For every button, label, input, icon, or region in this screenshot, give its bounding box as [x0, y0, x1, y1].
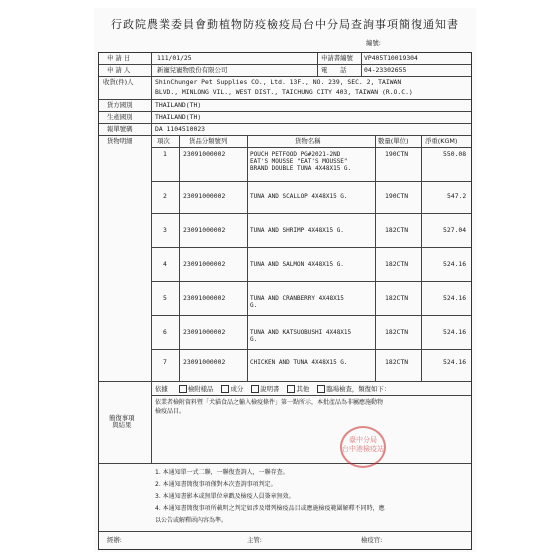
form-frame — [98, 52, 472, 550]
serial-label: 編號: — [366, 39, 381, 47]
row-1-qty: 190CTN — [385, 150, 409, 158]
origin-country-label: 生產國別 — [107, 113, 133, 121]
declaration-no-label: 報單號碼 — [107, 125, 133, 133]
col-header-weight: 淨重(KGM) — [425, 137, 458, 145]
checkbox-other[interactable] — [287, 385, 295, 393]
origin-country: THAILAND(TH) — [155, 113, 202, 121]
supervisor-label: 主管: — [247, 536, 262, 544]
official-seal-stamp: 臺中分局 台中港檢疫站 — [340, 426, 386, 468]
row-1-weight: 550.08 — [443, 150, 467, 158]
row-6-qty: 182CTN — [385, 328, 409, 336]
row-4-no: 4 — [163, 260, 167, 268]
note-1: 1. 本通知單一式二聯，一聯復查詢人，一聯存查。 — [155, 469, 289, 476]
checkbox-onsite[interactable] — [317, 385, 325, 393]
export-country-label: 貨方國別 — [107, 101, 133, 109]
row-5-weight: 524.16 — [443, 294, 467, 302]
row-6-code: 23091000002 — [183, 328, 226, 336]
row-7-code: 23091000002 — [183, 358, 226, 366]
row-1-name: POUCH PETFOOD PG#2021-2ND EAT'S MOUSSE "EAT'S MOUSSE" BRAND DOUBLE TUNA 4X48X15 G. — [250, 151, 352, 173]
note-4: 4. 本通知書簡復事項所載明之判定如涉及增列檢疫品目或應施檢疫範圍解釋不同時，應 — [155, 505, 385, 512]
checkbox-ingredients[interactable] — [221, 385, 229, 393]
row-4-code: 23091000002 — [183, 260, 226, 268]
goods-detail-label: 貨物明細 — [107, 137, 133, 145]
date-label: 申 請 日 — [107, 54, 131, 62]
row-5-no: 5 — [163, 294, 167, 302]
row-3-no: 3 — [163, 226, 167, 234]
applicant-name: 新寵兒寵物股份有限公司 — [157, 66, 228, 74]
row-3-name: TUNA AND SHRIMP 4X48X15 G. — [250, 227, 344, 234]
row-6-name: TUNA AND KATSUOBUSHI 4X48X15 G. — [250, 329, 352, 344]
reply-text-line1: 依業者檢附資料暨「犬貓食品之輸入檢疫條件」第一點所示，本批產品為非屬應施動物 — [155, 399, 384, 406]
row-6-weight: 524.16 — [443, 328, 467, 336]
col-header-item: 項次 — [157, 137, 170, 145]
row-6-no: 6 — [163, 328, 167, 336]
row-7-qty: 182CTN — [385, 358, 409, 366]
note-3: 3. 本通知書影本或無單位章戳及檢疫人員簽章無效。 — [155, 493, 295, 500]
reply-label: 簡復事項 與結果 — [109, 414, 135, 430]
handler-label: 經辦: — [107, 536, 122, 544]
note-5: 以公告或解釋函內容為準。 — [155, 517, 228, 524]
row-3-weight: 527.04 — [443, 226, 467, 234]
inspector-label: 檢疫官: — [361, 536, 383, 544]
col-header-code: 貨品分類號列 — [189, 137, 228, 145]
row-1-code: 23091000002 — [183, 150, 226, 158]
row-7-weight: 524.16 — [443, 358, 467, 366]
phone-label: 電 話 — [321, 66, 347, 74]
application-no: VP405T10019304 — [364, 54, 418, 62]
row-2-no: 2 — [163, 192, 167, 200]
row-5-qty: 182CTN — [385, 294, 409, 302]
row-4-name: TUNA AND SALMON 4X48X15 G. — [250, 261, 344, 268]
row-2-name: TUNA AND SCALLOP 4X48X15 G. — [250, 193, 348, 200]
consignee-label: 收貨(件)人 — [103, 78, 134, 86]
col-header-qty: 數量(單位) — [378, 137, 409, 145]
row-4-qty: 182CTN — [385, 260, 409, 268]
note-2: 2. 本通知書簡復事項僅對本次查詢事項判定。 — [155, 481, 277, 488]
checkbox-manual[interactable] — [251, 385, 259, 393]
row-5-name: TUNA AND CRANBERRY 4X48X15 G. — [250, 295, 344, 310]
reply-text-line2: 檢疫品目。 — [155, 408, 186, 415]
row-7-name: CHICKEN AND TUNA 4X48X15 G. — [250, 359, 348, 366]
consignee-address-line1: ShinChunger Pet Supplies CO., Ltd. 13F., NO. 239, SEC. 2, TAIWAN — [155, 78, 402, 86]
row-2-weight: 547.2 — [447, 192, 467, 200]
row-7-no: 7 — [163, 358, 167, 366]
application-no-label: 申請書編號 — [321, 54, 353, 62]
document-title: 行政院農業委員會動植物防疫檢疫局台中分局查詢事項簡復通知書 — [111, 18, 459, 31]
checkbox-other-label: 其他 — [296, 385, 310, 393]
row-2-code: 23091000002 — [183, 192, 226, 200]
row-4-weight: 524.16 — [443, 260, 467, 268]
row-1-no: 1 — [163, 150, 167, 158]
notice-document — [94, 8, 476, 552]
checkbox-ingredients-label: 成分 — [230, 385, 244, 393]
checkbox-manual-label: 說明書 — [260, 385, 280, 393]
applicant-label: 申 請 人 — [107, 66, 131, 74]
application-date: 111/01/25 — [157, 54, 192, 62]
phone-number: 04-23302655 — [364, 66, 407, 74]
row-5-code: 23091000002 — [183, 294, 226, 302]
checkbox-sample-label: 檢附樣品 — [187, 385, 214, 393]
col-header-name: 貨物名稱 — [295, 137, 321, 145]
export-country: THAILAND(TH) — [155, 101, 202, 109]
checkbox-sample[interactable] — [179, 385, 187, 393]
consignee-address-line2: BLVD., MINLONG VIL., WEST DIST., TAICHUNG CITY 403, TAIWAN (R.O.C.) — [155, 88, 413, 96]
checkbox-onsite-label: 臨場檢查，類復如下： — [326, 385, 391, 393]
row-3-code: 23091000002 — [183, 226, 226, 234]
basis-checklist — [155, 385, 390, 393]
declaration-no: DA 1104510023 — [155, 125, 206, 133]
row-2-qty: 190CTN — [385, 192, 409, 200]
basis-label: 依據 — [155, 385, 168, 393]
row-3-qty: 182CTN — [385, 226, 409, 234]
